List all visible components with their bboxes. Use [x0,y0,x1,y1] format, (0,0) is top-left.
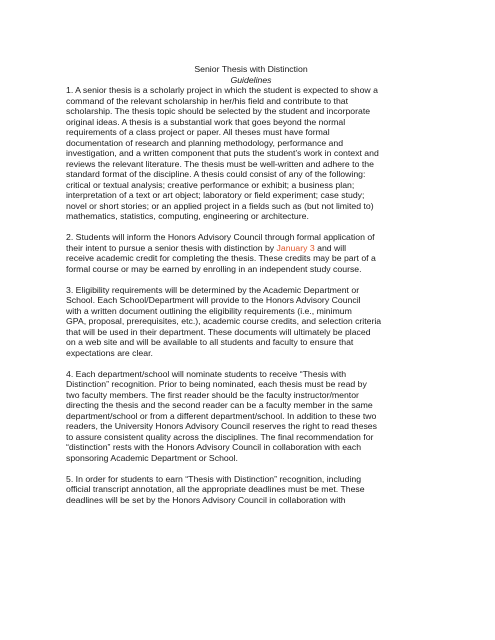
text-line: two faculty members. The first reader should be the faculty instructor/mentor [66,389,359,400]
text-line: interpretation of a text or art object; laboratory or field experiment; case study; [66,190,365,200]
text-line: reviews the relevant literature. The thesis must be well-written and adhere to the [66,158,374,169]
text-line: investigation, and a written component that puts the student’s work in context and [66,148,379,158]
document-subtitle: Guidelines [230,74,272,85]
text-line: Distinction” recognition. Prior to being nominated, each thesis must be read by [66,379,367,390]
paragraph-1 [66,85,436,222]
text-line: formal course or may be earned by enrolling in an independent study course. [66,263,362,274]
document-page [66,64,436,516]
text-line: to assure consistent quality across the disciplines. The final recommendation for [66,431,374,442]
text-line: documentation of research and planning methodology, performance and [66,137,344,148]
text-line: 5. In order for students to earn “Thesis with Distinction” recognition, including [66,473,362,484]
text-line: 3. Eligibility requirements will be determined by the Academic Department or [66,284,360,295]
text-line: critical or textual analysis; creative performance or exhibit; a business plan; [66,179,355,190]
text-line: original ideas. A thesis is a substantial work that goes beyond the normal [66,116,346,127]
text-fragment: their intent to pursue a senior thesis with distinction by [66,242,277,253]
text-line: with a written document outlining the eligibility requirements (i.e., minimum [66,305,352,316]
text-line: 2. Students will inform the Honors Advisory Council through formal application of [66,232,375,243]
text-line: mathematics, statistics, computing, engineering or architecture. [66,211,309,221]
text-line: “distinction” rests with the Honors Advisory Council in collaboration with each [66,442,362,453]
text-line: 4. Each department/school will nominate students to receive “Thesis with [66,368,347,379]
paragraph-5 [66,474,436,506]
text-line: expectations are clear. [66,347,153,358]
text-line: requirements of a class project or paper. All theses must have formal [66,127,330,137]
text-line: School. Each School/Department will provide to the Honors Advisory Council [66,295,361,306]
text-line: receive academic credit for completing the thesis. These credits may be part of a [66,253,376,264]
text-line: official transcript annotation, all the appropriate deadlines must be met. These [66,484,365,495]
text-line: GPA, proposal, prerequisites, etc.), academic course credits, and selection criteria [66,316,382,327]
text-line: deadlines will be set by the Honors Advisory Council in collaboration with [66,494,346,505]
text-line: sponsoring Academic Department or School. [66,452,238,463]
text-line: standard format of the discipline. A thesis could consist of any of the following: [66,169,366,179]
text-line: 1. A senior thesis is a scholarly project in which the student is expected to show a [66,85,378,95]
text-line: readers, the University Honors Advisory Council reserves the right to read theses [66,421,377,432]
paragraph-3 [66,285,436,359]
text-line: command of the relevant scholarship in her/his field and contribute to that [66,95,349,106]
text-line: on a web site and will be available to all students and faculty to ensure that [66,337,354,348]
text-fragment: and will [314,242,347,253]
text-line: that will be used in their department. These documents will ultimately be placed [66,326,371,337]
document-title: Senior Thesis with Distinction [194,64,308,74]
text-line: directing the thesis and the second reader can be a faculty member in the same [66,400,373,411]
paragraph-2 [66,232,436,274]
text-line: novel or short stories; or an applied project in a fields such as (but not limited to) [66,200,374,211]
text-line [66,243,436,254]
paragraph-4 [66,369,436,464]
deadline-date: January 3 [276,242,315,253]
text-line: scholarship. The thesis topic should be selected by the student and incorporate [66,106,371,116]
text-line: department/school or from a different department/school. In addition to these two [66,410,377,421]
